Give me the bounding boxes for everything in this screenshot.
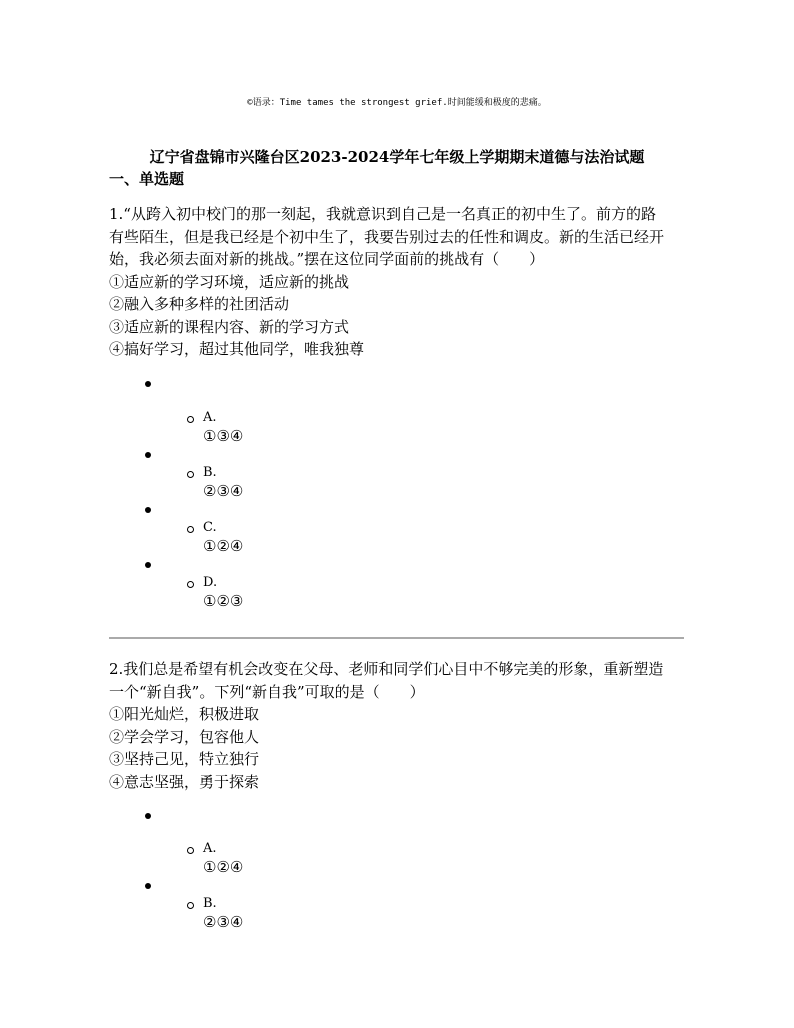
option-answer-a[interactable]: ①②④	[203, 858, 244, 876]
option-letter-c[interactable]: C.	[203, 520, 217, 535]
option-radio-circle[interactable]	[187, 526, 194, 533]
question-2-stem-line: 2.我们总是希望有机会改变在父母、老师和同学们心目中不够完美的形象，重新塑造	[109, 660, 664, 678]
option-answer-a[interactable]: ①③④	[203, 427, 244, 445]
list-bullet	[145, 813, 151, 819]
option-radio-circle[interactable]	[187, 581, 194, 588]
question-1-stem-line: 始，我必须去面对新的挑战。”摆在这位同学面前的挑战有（ ）	[109, 250, 545, 268]
question-2-statement: ③坚持己见，特立独行	[109, 750, 260, 768]
question-2-statement: ②学会学习，包容他人	[109, 727, 260, 746]
question-2	[109, 658, 689, 793]
option-letter-a[interactable]: A.	[203, 841, 217, 856]
list-bullet	[145, 883, 151, 889]
question-1-stem-line: 1.“从跨入初中校门的那一刻起，我就意识到自己是一名真正的初中生了。前方的路	[109, 205, 656, 223]
list-bullet	[145, 562, 151, 568]
question-2-statement: ④意志坚强，勇于探索	[109, 772, 260, 791]
question-2-statement: ①阳光灿烂，积极进取	[109, 705, 260, 723]
list-bullet	[145, 381, 151, 387]
option-radio-circle[interactable]	[187, 471, 194, 478]
option-radio-circle[interactable]	[187, 847, 194, 854]
question-2-stem-line: 一个“新自我”。下列“新自我”可取的是（ ）	[109, 682, 425, 701]
page-title: 辽宁省盘锦市兴隆台区2023-2024学年七年级上学期期末道德与法治试题	[149, 148, 645, 166]
option-answer-c[interactable]: ①②④	[203, 537, 244, 555]
option-radio-circle[interactable]	[187, 902, 194, 909]
option-answer-b[interactable]: ②③④	[203, 482, 244, 500]
option-radio-circle[interactable]	[187, 416, 194, 423]
section-heading: 一、单选题	[109, 170, 185, 188]
question-1	[109, 203, 689, 361]
option-letter-b[interactable]: B.	[203, 465, 217, 480]
list-bullet	[145, 452, 151, 458]
question-1-statement: ②融入多种多样的社团活动	[109, 295, 290, 313]
option-answer-b[interactable]: ②③④	[203, 913, 244, 931]
option-answer-d[interactable]: ①②③	[203, 592, 244, 610]
option-letter-a[interactable]: A.	[203, 410, 217, 425]
question-1-statement: ④搞好学习，超过其他同学，唯我独尊	[109, 340, 365, 358]
list-bullet	[145, 507, 151, 513]
page-header-quote: ©语录：Time tames the strongest grief.时间能缓和极度的悲痛。	[247, 98, 547, 108]
option-letter-d[interactable]: D.	[203, 575, 218, 590]
question-1-stem-line: 有些陌生，但是我已经是个初中生了，我要告别过去的任性和调皮。新的生活已经开	[109, 227, 665, 246]
question-divider	[109, 637, 684, 639]
option-letter-b[interactable]: B.	[203, 896, 217, 911]
question-1-statement: ③适应新的课程内容、新的学习方式	[109, 317, 350, 336]
question-1-statement: ①适应新的学习环境，适应新的挑战	[109, 272, 350, 291]
